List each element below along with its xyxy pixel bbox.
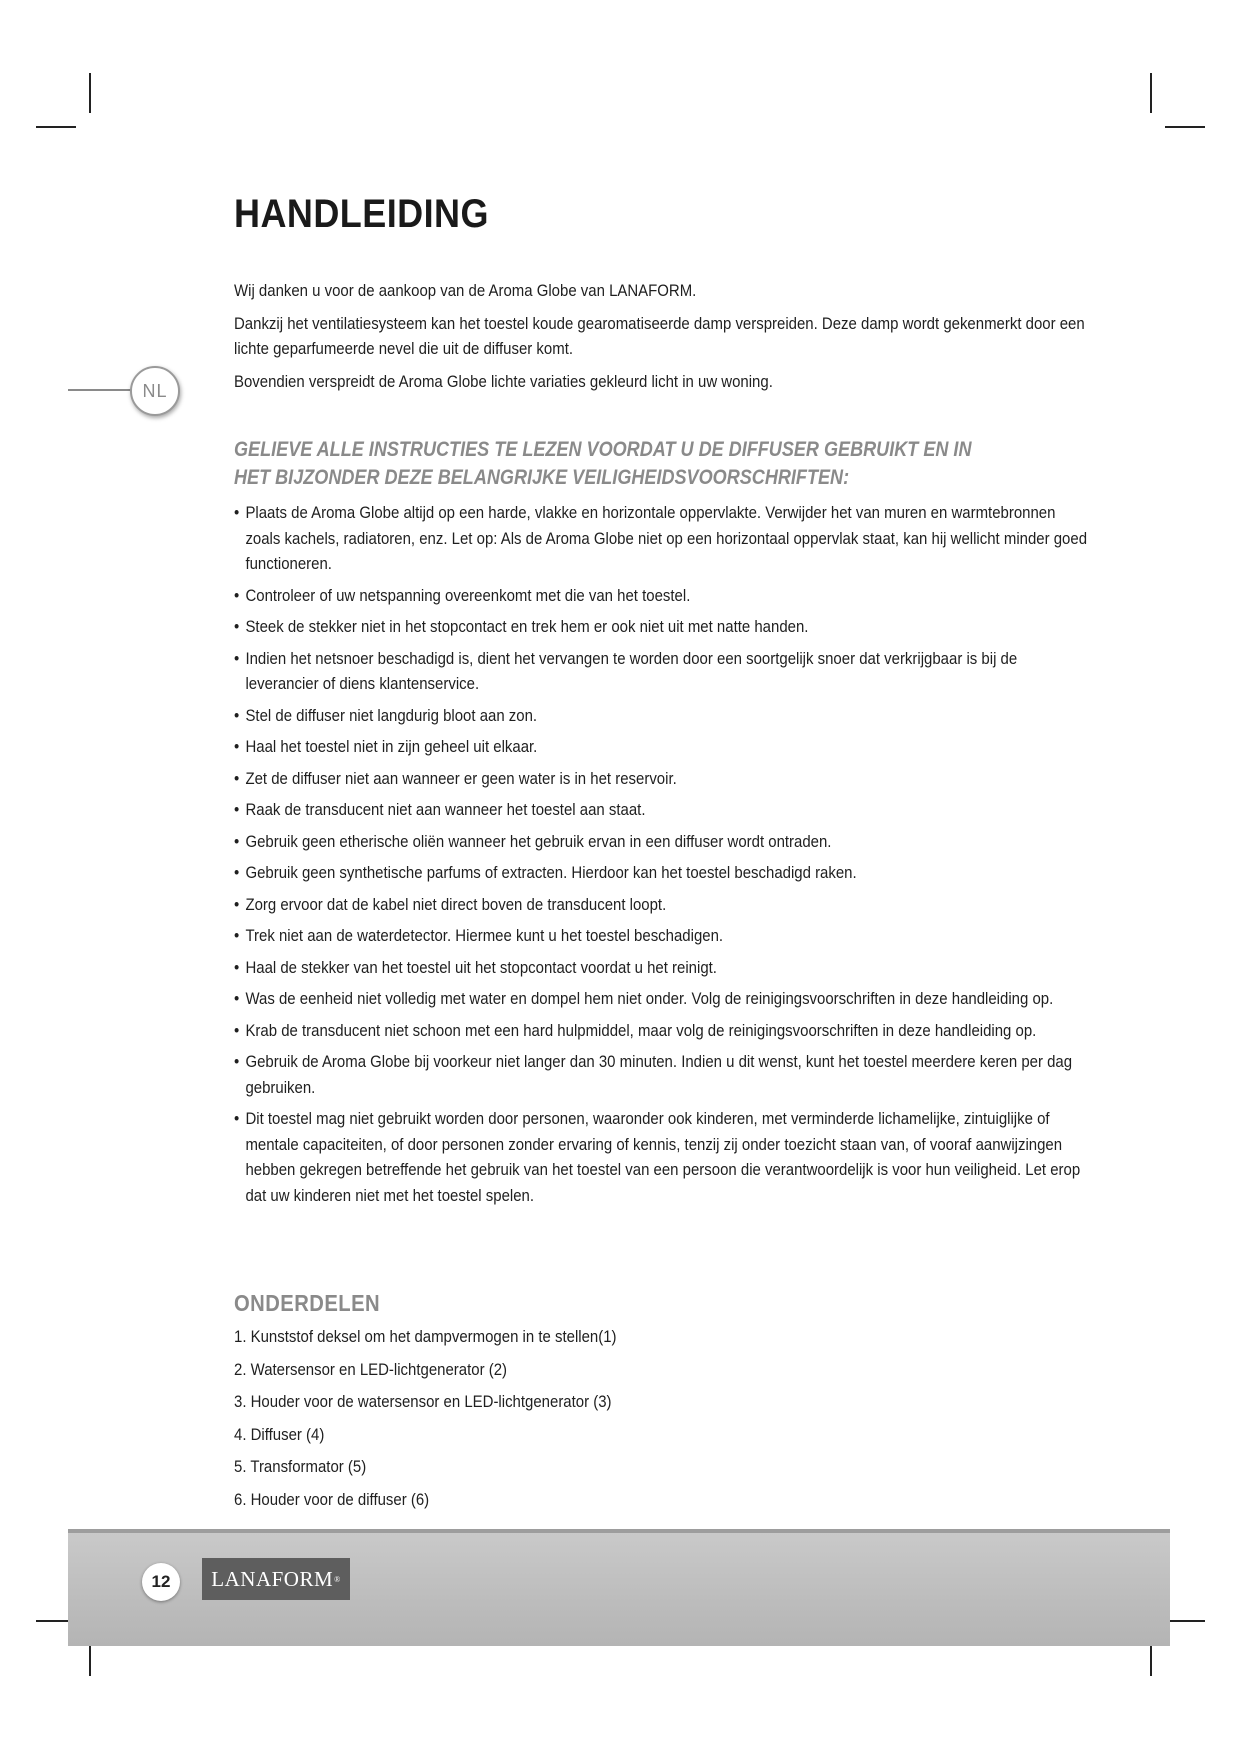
intro-paragraph: Dankzij het ventilatiesysteem kan het toestel koude gearomatiseerde damp verspreiden. Deze damp wordt gekenmerkt door een lichte geparfumeerde nevel die uit de diffuser komt. [234, 314, 1085, 358]
safety-warning-heading: GELIEVE ALLE INSTRUCTIES TE LEZEN VOORDAT U DE DIFFUSER GEBRUIKT EN IN HET BIJZONDER DEZE BELANGRIJKE VEILIGHEIDSVOORSCHRIFTEN: [234, 438, 972, 489]
safety-rule: • Gebruik geen synthetische parfums of extracten. Hierdoor kan het toestel beschadigd raken. [234, 860, 1093, 886]
safety-rule: • Dit toestel mag niet gebruikt worden door personen, waaronder ook kinderen, met verminderde lichamelijke, zintuiglijke of mentale capaciteiten, of door personen zonder ervaring of kennis, tenzij zij onder toezicht staan van, of vooraf aanwijzingen hebben gekregen betreffende het gebruik van het toestel van een persoon die verantwoordelijk is voor hun veiligheid. Let erop dat uw kinderen niet met het toestel spelen. [234, 1106, 1093, 1208]
brand-logo [202, 1558, 350, 1600]
safety-rule: • Trek niet aan de waterdetector. Hiermee kunt u het toestel beschadigen. [234, 923, 1093, 949]
safety-rule: • Raak de transducent niet aan wanneer het toestel aan staat. [234, 797, 1093, 823]
crop-mark [1165, 1620, 1205, 1622]
intro-paragraph: Wij danken u voor de aankoop van de Aroma Globe van LANAFORM. [234, 281, 697, 300]
safety-rule: • Controleer of uw netspanning overeenkomt met die van het toestel. [234, 583, 1093, 609]
safety-rule: • Haal het toestel niet in zijn geheel uit elkaar. [234, 734, 1093, 760]
crop-mark [1150, 73, 1152, 113]
intro-paragraph: Bovendien verspreidt de Aroma Globe lichte variaties gekleurd licht in uw woning. [234, 372, 773, 391]
parts-list [234, 1324, 934, 1519]
safety-rule: • Gebruik de Aroma Globe bij voorkeur niet langer dan 30 minuten. Indien u dit wenst, kunt het toestel meerdere keren per dag gebruiken. [234, 1049, 1093, 1100]
crop-mark [89, 73, 91, 113]
safety-rule: • Krab de transducent niet schoon met een hard hulpmiddel, maar volg de reinigingsvoorschriften in deze handleiding op. [234, 1018, 1093, 1044]
safety-rule: • Gebruik geen etherische oliën wanneer het gebruik ervan in een diffuser wordt ontraden. [234, 829, 1093, 855]
parts-heading: ONDERDELEN [234, 1290, 381, 1316]
safety-rule: • Stel de diffuser niet langdurig bloot aan zon. [234, 703, 1093, 729]
safety-rule: • Indien het netsnoer beschadigd is, dient het vervangen te worden door een soortgelijk snoer dat verkrijgbaar is bij de leverancier of diens klantenservice. [234, 646, 1093, 697]
safety-rule: • Plaats de Aroma Globe altijd op een harde, vlakke en horizontale oppervlakte. Verwijder het van muren en warmtebronnen zoals kachels, radiatoren, enz. Let op: Als de Aroma Globe niet op een horizontaal oppervlak staat, kan hij wellicht minder goed functioneren. [234, 500, 1093, 577]
safety-rule: • Steek de stekker niet in het stopcontact en trek hem er ook niet uit met natte handen. [234, 614, 1093, 640]
part-item: 6. Houder voor de diffuser (6) [234, 1489, 430, 1509]
part-item: 1. Kunststof deksel om het dampvermogen in te stellen(1) [234, 1327, 617, 1346]
part-item: 5. Transformator (5) [234, 1457, 367, 1476]
safety-rule: • Zorg ervoor dat de kabel niet direct boven de transducent loopt. [234, 892, 1093, 918]
registered-mark: ® [334, 1574, 341, 1584]
part-item: 3. Houder voor de watersensor en LED-lichtgenerator (3) [234, 1392, 612, 1411]
page-number: 12 [142, 1563, 180, 1601]
intro-section [234, 278, 1094, 402]
brand-name: LANAFORM [211, 1566, 334, 1591]
language-badge: NL [130, 366, 180, 416]
safety-rule: • Zet de diffuser niet aan wanneer er geen water is in het reservoir. [234, 766, 1093, 792]
safety-rule: • Haal de stekker van het toestel uit het stopcontact voordat u het reinigt. [234, 955, 1093, 981]
language-tab-line [68, 389, 134, 391]
safety-rules-list [234, 500, 1094, 1214]
crop-mark [36, 126, 76, 128]
page-title: HANDLEIDING [234, 192, 489, 236]
part-item: 2. Watersensor en LED-lichtgenerator (2) [234, 1359, 508, 1379]
crop-mark [1165, 126, 1205, 128]
part-item: 4. Diffuser (4) [234, 1424, 325, 1444]
safety-rule: • Was de eenheid niet volledig met water en dompel hem niet onder. Volg de reinigingsvoorschriften in deze handleiding op. [234, 986, 1093, 1012]
